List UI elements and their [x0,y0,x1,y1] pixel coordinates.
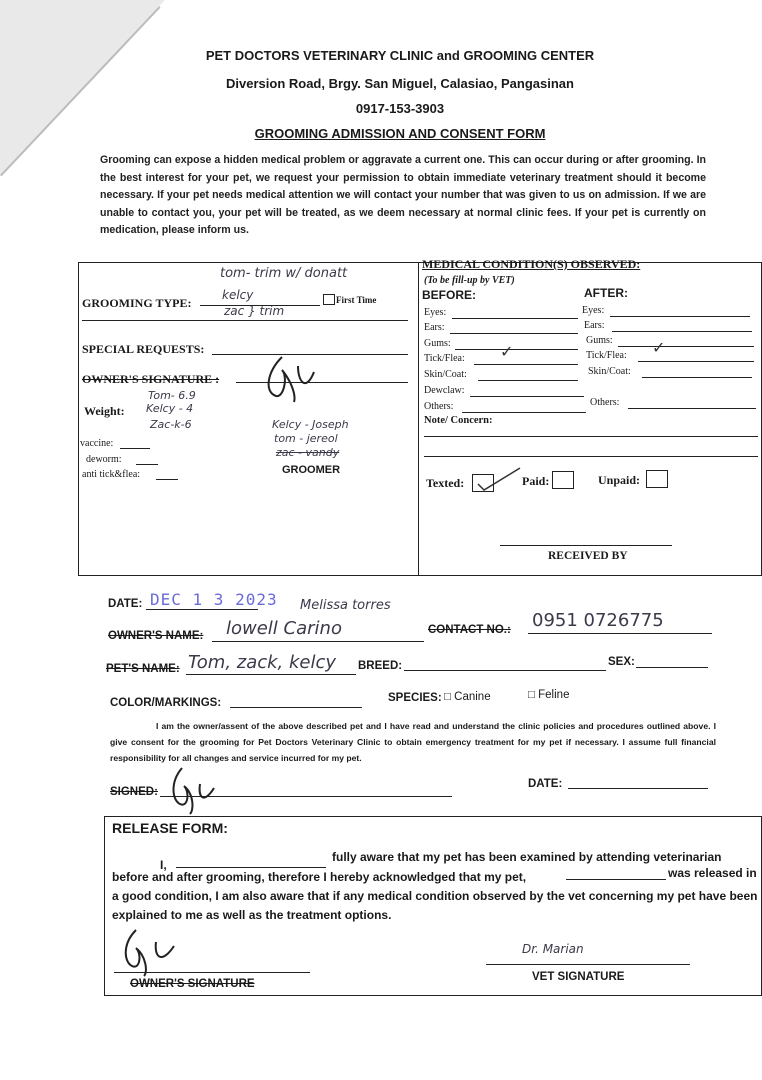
contact-label: CONTACT NO.: [428,624,511,636]
received-by-line [500,545,672,546]
after-tick-check-icon: ✓ [652,340,666,357]
groomer-handwriting-2: tom - jereol [274,432,338,445]
grooming-type-label: GROOMING TYPE: [82,296,192,310]
after-skin-coat-line [642,377,752,378]
before-others: Others: [424,401,454,412]
signed-label: SIGNED: [110,786,158,798]
after-tick-flea: Tick/Flea: [586,350,627,361]
clinic-name: PET DOCTORS VETERINARY CLINIC and GROOMING CENTER [205,48,595,63]
after-others-line [628,408,756,409]
unpaid-label: Unpaid: [598,473,641,487]
groomer-handwriting-1: Kelcy - Joseph [272,418,349,431]
special-requests-label: SPECIAL REQUESTS: [82,342,205,356]
before-eyes: Eyes: [424,307,447,318]
before-dewclaw-line [470,396,584,397]
after-tick-flea-line [638,361,754,362]
release-vet-sig-label: VET SIGNATURE [532,971,625,983]
owner-name-handwriting-1: Melissa torres [300,598,391,613]
pet-name-label: PET'S NAME: [106,663,180,675]
form-title: GROOMING ADMISSION AND CONSENT FORM [254,126,546,141]
before-ears: Ears: [424,322,445,333]
release-text-3: was released in [668,866,757,880]
release-owner-sig-label: OWNER'S SIGNATURE [130,978,255,990]
paid-label: Paid: [522,474,550,488]
owner-name-label: OWNER'S NAME: [108,630,204,642]
after-eyes-line [610,316,750,317]
release-title: RELEASE FORM: [112,820,228,836]
date-label: DATE: [108,598,143,610]
after-label: AFTER: [584,286,628,300]
release-owner-signature-scribble [120,928,184,978]
note-line-1 [424,436,758,437]
anti-tick-line [156,479,178,480]
weight-handwriting-2: Kelcy - 4 [146,402,194,415]
clinic-phone: 0917-153-3903 [355,101,445,116]
grooming-type-line-2 [82,320,408,321]
breed-line [404,670,606,671]
texted-label: Texted: [426,476,465,490]
before-tick-flea: Tick/Flea: [424,353,465,364]
medical-subtitle: (To be fill-up by VET) [424,275,515,286]
pet-name-line [186,674,356,675]
after-ears: Ears: [584,320,605,331]
pet-name-handwriting: Tom, zack, kelcy [188,652,337,673]
deworm-line [136,464,158,465]
first-time-checkbox[interactable] [323,294,335,305]
color-markings-line [230,707,362,708]
after-eyes: Eyes: [582,305,605,316]
deworm-label: deworm: [86,454,122,465]
vet-sig-line [486,964,690,965]
note-concern-label: Note/ Concern: [424,415,493,426]
consent-paragraph: I am the owner/assent of the above described pet and I have read and understand the clinic policies and procedures outlined above. I give consent for the grooming for Pet Doctors Veterinary Clinic to obtain emergency treatment for my pet if necessary. I assume full financial responsibility for all changes and service incurred for my pet. [110,721,716,763]
before-tick-check-icon: ✓ [500,344,514,361]
date-stamp: DEC 1 3 2023 [150,590,278,609]
paid-checkbox[interactable] [552,471,574,489]
grooming-type-handwriting-2: kelcy [222,288,254,302]
vaccine-line [120,448,150,449]
after-gums-line [618,346,754,347]
sex-line [636,667,708,668]
signed-date-label: DATE: [528,778,563,790]
texted-check-icon [474,466,524,492]
owner-sig-line [114,972,310,973]
received-by-label: RECEIVED BY [548,550,628,562]
owner-name-line [212,641,424,642]
species-canine-checkbox[interactable]: □ Canine [444,691,491,703]
before-gums-line [455,349,578,350]
release-i-label: I, [160,858,167,872]
before-gums: Gums: [424,338,451,349]
owner-signature-label: OWNER'S SIGNATURE : [82,372,220,386]
signed-date-line [568,788,708,789]
anti-tick-label: anti tick&flea: [82,469,141,480]
breed-label: BREED: [358,660,403,672]
unpaid-checkbox[interactable] [646,470,668,488]
after-skin-coat: Skin/Coat: [588,366,631,377]
color-markings-label: COLOR/MARKINGS: [110,697,222,709]
groomer-label: GROOMER [282,464,341,476]
contact-line [528,633,712,634]
species-feline-checkbox[interactable]: □ Feline [528,689,570,701]
intro-paragraph: Grooming can expose a hidden medical problem or aggravate a current one. This can occur during or after grooming. In the best interest for your pet, we request your permission to obtain immediate veterinary treatment should it become necessary. If your pet needs medical attention we will contact your number that was given to us on admission. If we are unable to contact you, your pet will be treated, as we deem necessary at normal clinic fees. If your pet is currently on medication, please inform us. [100,154,706,236]
grooming-type-handwriting-3: zac } trim [224,304,285,318]
release-text-1: fully aware that my pet has been examined by attending veterinarian [332,850,722,864]
before-dewclaw: Dewclaw: [424,385,465,396]
owner-name-handwriting-2: lowell Carino [226,618,342,639]
clinic-address: Diversion Road, Brgy. San Miguel, Calasiao, Pangasinan [226,76,574,91]
vet-signature-handwriting: Dr. Marian [522,942,584,956]
grooming-type-line [200,305,320,306]
release-text-4: a good condition, I am also aware that if any medical condition observed by the vet concerning my pet have been explained to me as well as the treatment options. [112,889,758,922]
grooming-type-handwriting-1: tom- trim w/ donatt [220,266,348,281]
first-time-label: First Time [336,295,377,305]
release-text-2: before and after grooming, therefore I hereby acknowledged that my pet, [112,870,527,884]
after-ears-line [612,331,752,332]
owner-signature-scribble [262,352,322,412]
medical-title: MEDICAL CONDITION(S) OBSERVED: [422,257,641,271]
box-divider [418,262,419,576]
note-line-2 [424,456,758,457]
before-ears-line [450,333,578,334]
before-eyes-line [452,318,578,319]
weight-handwriting-3: Zac-k-6 [150,418,192,431]
signed-signature-scribble [168,764,224,818]
weight-handwriting-1: Tom- 6.9 [148,389,196,402]
after-gums: Gums: [586,335,613,346]
contact-handwriting: 0951 0726775 [532,610,664,631]
vaccine-label: vaccine: [80,438,114,449]
date-line [146,609,258,610]
sex-label: SEX: [608,656,635,668]
before-label: BEFORE: [422,288,476,302]
release-pet-line [566,879,666,880]
before-tick-flea-line [474,364,578,365]
before-others-line [462,412,586,413]
species-label: SPECIES: [388,692,442,704]
after-others: Others: [590,397,620,408]
before-skin-coat-line [478,380,578,381]
weight-label: Weight: [84,404,125,418]
groomer-handwriting-3: zac - vandy [276,446,340,459]
before-skin-coat: Skin/Coat: [424,369,467,380]
